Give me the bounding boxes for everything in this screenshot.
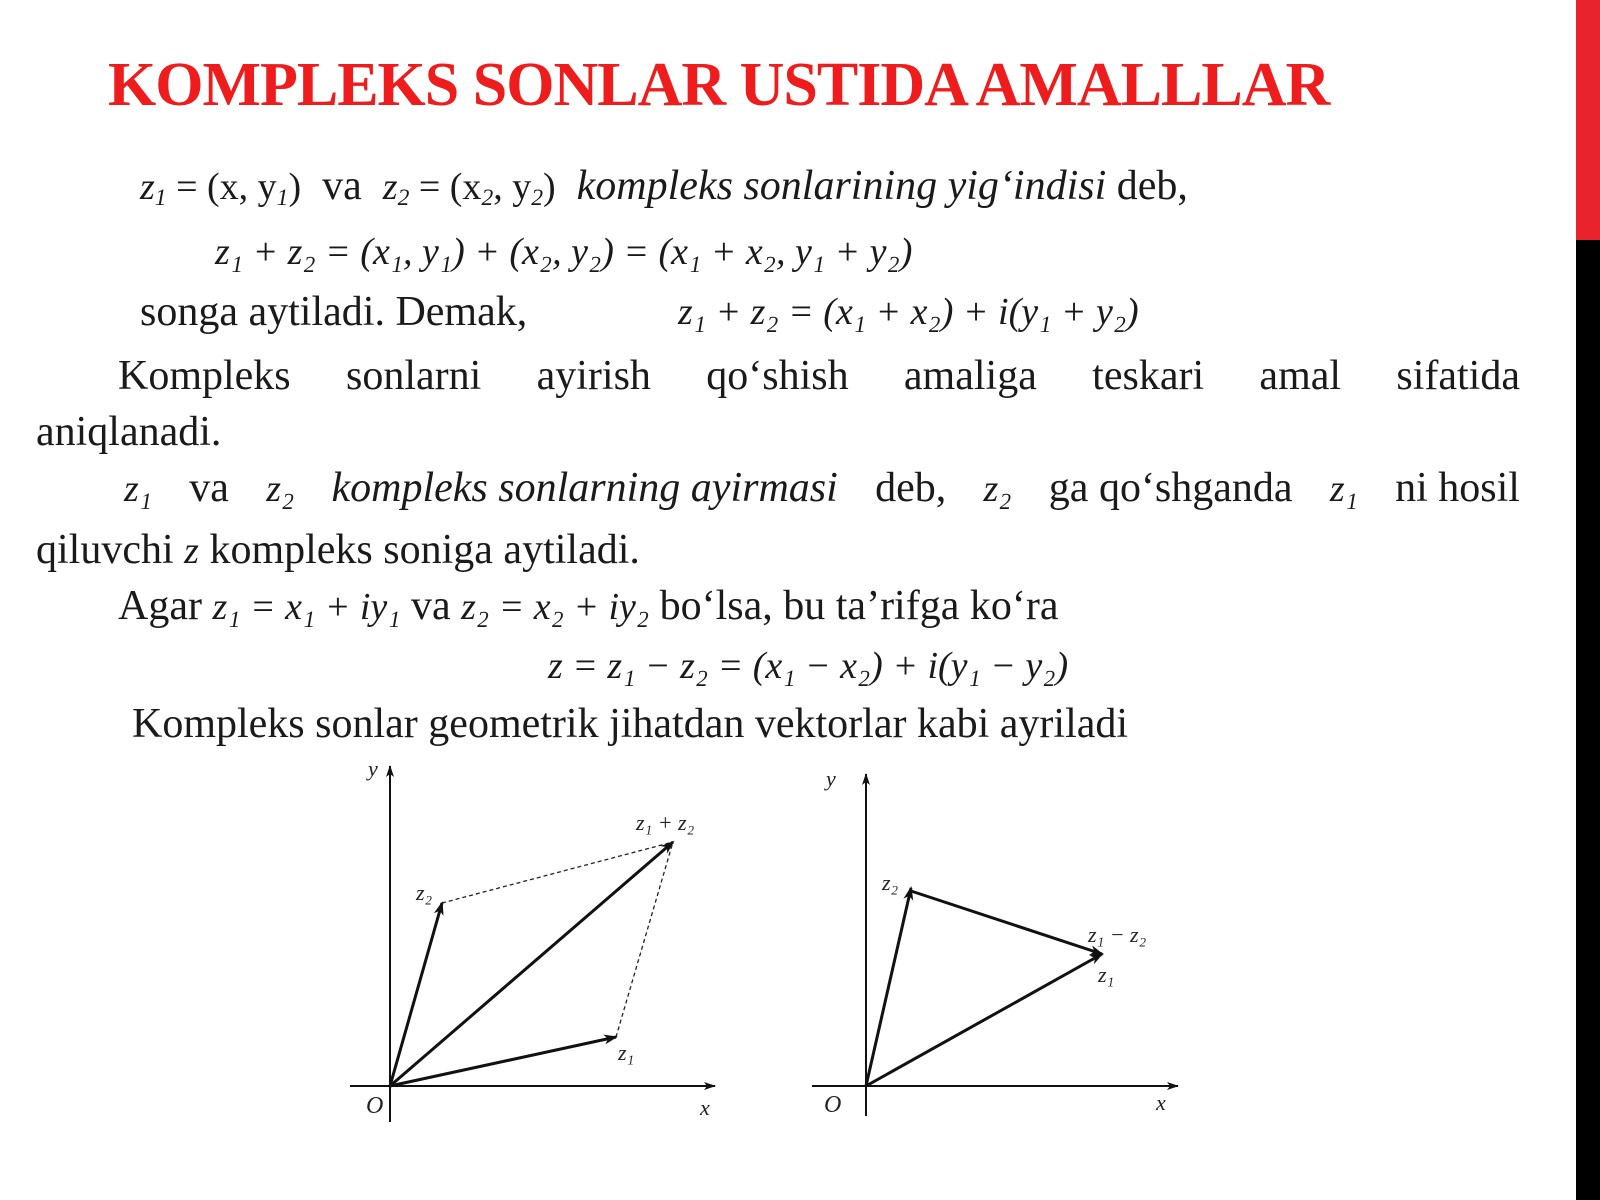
difference-label: z₁ − z₂ [1088, 922, 1147, 947]
agar-word: Agar [118, 583, 202, 629]
origin-label: O [824, 1092, 842, 1118]
slide-title: KOMPLEKS SONLAR USTIDA AMALLLAR [108, 51, 1330, 119]
dashed-z1-to-sum [616, 842, 673, 1037]
qiluvchi-word: qiluvchi [36, 527, 174, 573]
x-axis-label: x [1156, 1090, 1166, 1115]
z2-diff-def: z₂ [266, 468, 295, 510]
geometric-note: Kompleks sonlar geometrik jihatdan vektorlar kabi ayriladi [132, 701, 1129, 747]
subtraction-intro-line2: aniqlanadi. [36, 409, 222, 455]
vector-z2 [866, 888, 911, 1086]
sum-label: z₁ + z₂ [636, 810, 695, 835]
z2-sum-def: $z_2 = (x_2$, $y_2$) [382, 166, 556, 211]
z1-diff-def-b: z₁ [1329, 468, 1358, 510]
sum-definition-line [140, 162, 1188, 222]
z2-label: z₂ [882, 870, 899, 895]
z1-label: z₁ [1098, 962, 1115, 987]
z2-diff-def-b: z₂ [983, 468, 1012, 510]
deb-word: deb, [1116, 163, 1188, 209]
va-word-2: va [189, 465, 229, 511]
vector-z2 [390, 903, 442, 1086]
difference-definition-term: kompleks sonlarning ayirmasi [331, 465, 838, 511]
agar-line [118, 582, 1058, 631]
z-symbol: z [184, 530, 199, 572]
va-word: va [322, 163, 362, 209]
qiluvchi-rest: kompleks soniga aytiladi. [209, 527, 640, 573]
subtraction-intro-line1: Kompleks sonlarni ayirish qo‘shish amaliga teskari amal sifatida [118, 353, 1520, 399]
addition-diagram [340, 760, 740, 1140]
va-word-3: va [410, 583, 451, 629]
deb-word-2: deb, [875, 465, 947, 511]
qiluvchi-line [36, 526, 640, 575]
agar-rest: bo‘lsa, bu ta’rifga ko‘ra [659, 583, 1059, 629]
sum-definition-term: kompleks sonlarining yig‘indisi [576, 163, 1107, 209]
vector-z1 [866, 954, 1102, 1086]
z1-diff-def: z₁ [124, 468, 152, 510]
accent-bar-red [1576, 0, 1600, 240]
origin-label: O [366, 1093, 384, 1119]
y-axis-label: y [368, 760, 378, 781]
songa-text: songa aytiladi. Demak, [140, 289, 528, 335]
subtraction-diagram [810, 770, 1190, 1140]
z1-sum-def: $z_1 = (x$, $y_1$) [140, 166, 302, 211]
vector-difference [911, 891, 1102, 954]
z1-label: z₁ [618, 1040, 635, 1065]
z1-algebraic-form: z₁ = x₁ + iy₁ [212, 586, 401, 628]
sum-demak-formula: z₁ + z₂ = (x₁ + x₂) + i(y₁ + y₂) [678, 291, 1139, 333]
difference-formula: z = z₁ − z₂ = (x₁ − x₂) + i(y₁ − y₂) [548, 645, 1069, 687]
sum-formula: z₁ + z₂ = (x₁, y₁) + (x₂, y₂) = (x₁ + x₂, y₁ + y₂) [215, 231, 913, 273]
x-axis-label: x [700, 1095, 710, 1120]
ga-qoshganda: ga qo‘shganda [1048, 465, 1293, 511]
vector-z1 [390, 1037, 616, 1086]
accent-bar-black [1576, 240, 1600, 1200]
ni-hosil: ni hosil [1395, 465, 1520, 511]
y-axis-label: y [826, 770, 836, 791]
z2-algebraic-form: z₂ = x₂ + iy₂ [461, 586, 650, 628]
difference-definition-line [124, 464, 1520, 513]
z2-label: z₂ [416, 880, 433, 905]
